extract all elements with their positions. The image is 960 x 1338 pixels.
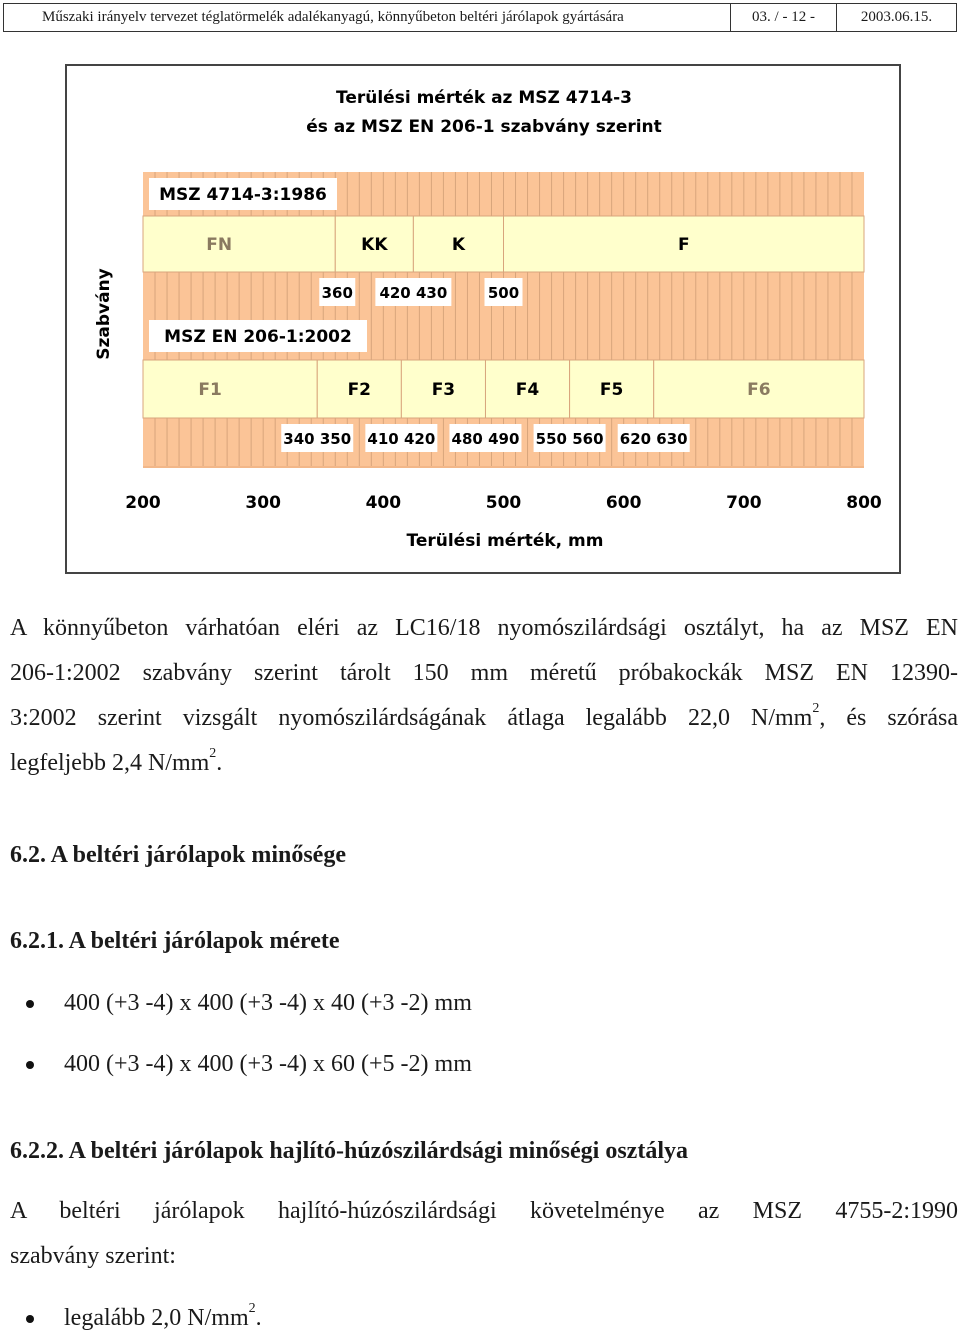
boundary-label-std2 — [534, 424, 606, 452]
para1-line3: 3:2002 szerint vizsgált nyomószilárdságának átlaga legalább 22,0 $N/mm^2$, és szórása — [10, 701, 958, 731]
list-item — [10, 1051, 472, 1078]
paragraph-lc-class — [10, 606, 958, 786]
section-heading-6-2: 6.2. A beltéri járólapok minősége — [10, 842, 346, 868]
bullet-icon — [26, 1315, 34, 1323]
class-band-std2 — [143, 360, 317, 418]
header-date: 2003.06.15. — [860, 9, 933, 25]
class-band-std1 — [143, 216, 335, 272]
x-tick-label: 600 — [605, 493, 642, 513]
class-label-std2: F4 — [515, 380, 540, 400]
header-title: Műszaki irányelv tervezet téglatörmelék adalékanyagú, könnyűbeton beltéri járólapok gyártására — [4, 4, 731, 31]
x-tick-label: 200 — [125, 493, 161, 513]
para1-line1: A könnyűbeton várhatóan eléri az LC16/18 nyomószilárdsági osztályt, ha az MSZ EN — [10, 615, 958, 641]
boundary-label-std2 — [365, 424, 437, 452]
standard1-name-text: MSZ 4714-3:1986 — [159, 185, 327, 205]
class-label-std1: K — [451, 235, 466, 255]
para2-line2: szabvány szerint: — [10, 1243, 176, 1269]
boundary-label-std2-text: 480 490 — [451, 430, 520, 448]
boundary-label-std2-text: 620 630 — [619, 430, 688, 448]
boundary-label-std1 — [319, 278, 355, 306]
boundary-label-std1 — [375, 278, 451, 306]
flow-class-diagram — [67, 66, 899, 572]
list-item — [10, 1301, 262, 1332]
x-tick-label: 800 — [846, 493, 882, 513]
para1-line2: 206-1:2002 szabvány szerint tárolt 150 mm méretű próbakockák MSZ EN 12390- — [10, 660, 958, 686]
boundary-label-std2 — [449, 424, 521, 452]
boundary-label-std2 — [281, 424, 353, 452]
boundary-label-std2-text: 340 350 — [283, 430, 352, 448]
boundary-label-std1-text: 420 430 — [379, 284, 448, 302]
section-heading-6-2-1: 6.2.1. A beltéri járólapok mérete — [10, 928, 340, 954]
standard2-name — [149, 320, 367, 352]
boundary-label-std1 — [485, 278, 523, 306]
requirement-value: legalább 2,0 $N/mm^2$. — [64, 1301, 262, 1331]
standard2-name-text: MSZ EN 206-1:2002 — [164, 327, 352, 347]
standard1-name — [149, 178, 337, 210]
figure-title-line2: és az MSZ EN 206-1 szabvány szerint — [306, 117, 662, 137]
x-tick-label: 700 — [726, 493, 762, 513]
paragraph-bending-requirement — [10, 1189, 958, 1279]
class-label-std1: F — [677, 235, 690, 255]
bullet-icon — [26, 1000, 34, 1008]
boundary-label-std2 — [618, 424, 690, 452]
page-header — [3, 3, 957, 32]
y-axis-label: Szabvány — [94, 268, 114, 360]
list-item — [10, 990, 472, 1017]
flow-class-figure — [65, 64, 901, 574]
para1-line4: legfeljebb 2,4 $N/mm^2$. — [10, 746, 223, 776]
section-heading-6-2-2: 6.2.2. A beltéri járólapok hajlító-húzószilárdsági minőségi osztálya — [10, 1138, 688, 1164]
class-label-std2: F6 — [747, 380, 771, 400]
size-spec-1: 400 (+3 -4) x 400 (+3 -4) x 40 (+3 -2) mm — [64, 990, 472, 1016]
bullet-icon — [26, 1061, 34, 1069]
para2-line1: A beltéri járólapok hajlító-húzószilárdsági követelménye az MSZ 4755-2:1990 — [10, 1198, 958, 1224]
class-label-std1: FN — [206, 235, 233, 255]
x-tick-label: 300 — [245, 493, 281, 513]
boundary-label-std1-text: 360 — [321, 284, 353, 302]
boundary-label-std2-text: 550 560 — [535, 430, 604, 448]
x-tick-label: 400 — [365, 493, 402, 513]
class-label-std2: F2 — [347, 380, 372, 400]
x-tick-label: 500 — [485, 493, 522, 513]
class-label-std2: F5 — [599, 380, 624, 400]
boundary-label-std1-text: 500 — [487, 284, 520, 302]
boundary-label-std2-text: 410 420 — [367, 430, 436, 448]
class-label-std2: F1 — [198, 380, 222, 400]
header-page-number: 03. / - 12 - — [731, 4, 837, 31]
figure-title-line1: Terülési mérték az MSZ 4714-3 — [336, 88, 632, 108]
x-axis-label: Terülési mérték, mm — [406, 531, 604, 551]
size-spec-2: 400 (+3 -4) x 400 (+3 -4) x 60 (+5 -2) mm — [64, 1051, 472, 1077]
class-label-std2: F3 — [431, 380, 456, 400]
class-label-std1: KK — [361, 235, 388, 255]
